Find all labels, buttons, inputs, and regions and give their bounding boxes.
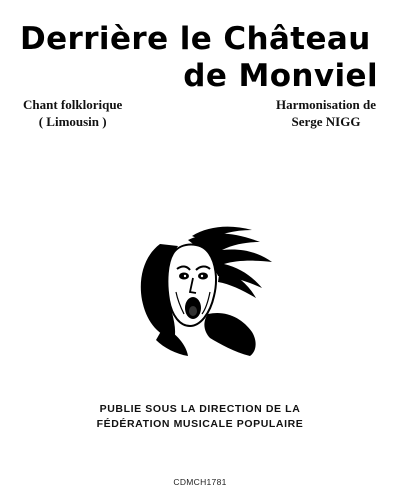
arrangement-label: Harmonisation de: [275, 97, 376, 112]
screaming-face-illustration-icon: [130, 222, 275, 357]
publisher-line-2: FÉDÉRATION MUSICALE POPULAIRE: [96, 418, 304, 431]
arranger-name: Serge NIGG: [291, 113, 361, 129]
title-line-1: Derrière le Château: [20, 21, 371, 57]
genre-label: Chant folklorique: [23, 97, 123, 112]
catalog-number: CDMCH1781: [173, 477, 227, 487]
title-line-2: de Monviel: [183, 58, 378, 94]
region-label: ( Limousin ): [38, 113, 107, 129]
arranger-credit: [276, 97, 376, 131]
genre-subtitle: [23, 97, 122, 131]
publisher-credit: [0, 402, 400, 432]
publisher-line-1: PUBLIE SOUS LA DIRECTION DE LA: [99, 403, 301, 415]
